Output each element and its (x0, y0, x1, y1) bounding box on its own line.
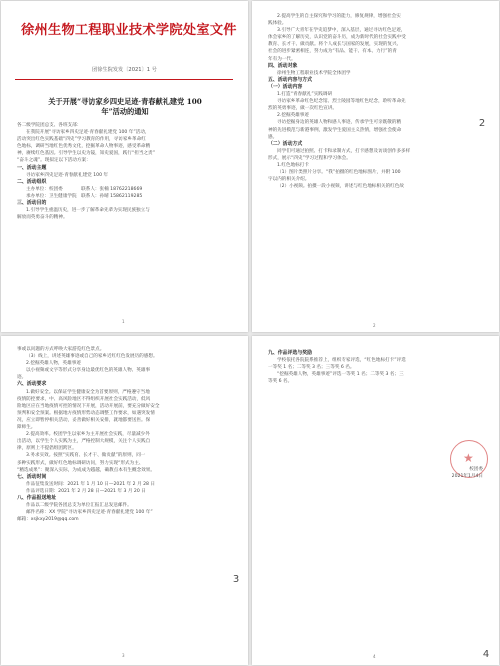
paragraph-line: 感。 (268, 134, 278, 140)
document-page-4 (252, 336, 499, 665)
page-number: 4 (373, 654, 376, 659)
paragraph-line: 寻访家乡四史足迹·青春献礼建党 100 年 (26, 172, 109, 178)
paragraph-line: “挖掘英雄人物，英雄事迹”评选一等奖 1 名；二等奖 3 名；三 (277, 372, 404, 378)
paragraph-line: 践体验。 (268, 21, 287, 27)
section-heading: 五、活动内容与方式 (268, 76, 313, 83)
red-divider-line (15, 79, 233, 80)
paragraph-line: 3.务求实效。按照“实践育、长才干、做贡献”的原则，同一 (26, 453, 146, 459)
paragraph-line: 律，原则上不提倡组团跨区。 (17, 446, 77, 452)
page-2-body (268, 13, 486, 190)
paragraph-line: 作品征集发送时间：2021 年 1 月 10 日—2021 年 2 月 28 日 (26, 481, 156, 487)
paragraph-line: 承办单位：卫生健康学院 联系人：孙晴 15862119285 (26, 193, 143, 199)
document-page-1 (1, 1, 248, 332)
signature-org: 校团委 (469, 467, 483, 472)
paragraph-line: 在我院开展“寻访家乡四史足迹·青春献礼建党 100 年”活动， (26, 130, 150, 136)
section-heading: 六、活动要求 (17, 381, 47, 388)
section-heading: （一）活动内容 (268, 83, 303, 90)
paragraph-line: 字以内的相关介绍。 (268, 177, 310, 183)
paragraph-line: 解放而英勇奋斗的精神。 (17, 215, 68, 221)
paragraph-line: 邮箱：xsjkxy2019@qq.com (17, 517, 79, 523)
paragraph-line: 多种实践形式，做好红色地标调研访问，努力实现“形式为主、 (17, 460, 144, 466)
paragraph-line: 形式，展示“四史”学习过程和学习体会。 (268, 155, 351, 161)
paragraph-line: 寻访家乡革命红色纪念馆、烈士陵园等地红色纪念，聆听革命先 (277, 99, 406, 105)
section-heading: （二）活动方式 (268, 140, 303, 147)
section-heading: 四、活动对象 (268, 62, 298, 69)
page-number: 1 (122, 319, 125, 324)
notice-title-line-1: 关于开展“寻访家乡四史足迹·青春献礼建党 100 (48, 97, 202, 106)
page-3-body (17, 346, 235, 523)
signature-date: 2021年1月4日 (451, 474, 483, 480)
section-heading: 一、活动主题 (17, 164, 47, 171)
paragraph-line: 2.提高学生的自主探究和学习的能力，修复规律，增强社会实 (277, 14, 401, 19)
paragraph-line: 神，赓续红色基因。引导学生以史为镜，知史爱国，践行“担当之责” (17, 151, 155, 157)
paragraph-line: 事或以问题的方式呼唤大家游览红色景点。 (17, 347, 105, 352)
paragraph-line: “精选成果”：聚深入实际，为成成为越越，确教点本有生概念效果。 (17, 467, 155, 473)
paragraph-line: 寻访挖掘身边的英雄人物和感人事迹，传承学生可亲既敬的精 (277, 120, 402, 126)
paragraph-line: 作品以二级学院各团总支为单位汇报汇总发送邮件。 (26, 503, 132, 509)
section-heading: 七、活动时间 (17, 473, 47, 480)
paragraph-line: 神的先进模范与新港事例，激发学生爱国主义热情，增强社会使命 (268, 127, 402, 133)
section-heading: 八、作品报送地址 (17, 494, 57, 501)
paragraph-line: 等奖 6 名。 (268, 379, 293, 385)
page-index-4: 4 (478, 647, 494, 663)
paragraph-line: 各二级学院团总支、各班支部： (17, 123, 82, 128)
paragraph-line: 1.做好安全。以保证学生健康安全为首要原则，严格遵守当地 (26, 389, 150, 395)
paragraph-line: 同学们可通过拍照、打卡和录制方式，打卡感想及访谈创作多多样 (277, 148, 411, 154)
document-number: 团徐生院发发〔2021〕1 号 (92, 67, 157, 73)
paragraph-line: （3）线上，讲述英雄事迹或自己的家乡近红红色发展历的感想。 (26, 354, 158, 360)
paragraph-line: 迹。 (17, 375, 27, 381)
paragraph-line: “奋斗之魂”。现拟定以下活动方案： (17, 158, 91, 164)
paragraph-line: 1.红色地标打卡 (277, 162, 309, 168)
page-1-body (17, 122, 235, 221)
paragraph-line: 以小视频或文字等形式分享身边最优红色的英雄人物、英雄事 (26, 368, 151, 374)
paragraph-line: 年有为一代。 (268, 56, 296, 62)
signature-block (452, 466, 483, 480)
paragraph-line: 预判和安全预案。根据地方疫情形势动态调整工作要求，如遇突发情 (17, 410, 155, 416)
paragraph-line: 主办单位：校团委 联系人：张楠 18762218669 (26, 186, 143, 192)
paragraph-line: 色地标，调研当地红色优秀文化，挖掘革命人物事迹，感受革命精 (17, 144, 151, 150)
paragraph-line: 徐州生物工程职业技术学院全体团学 (277, 70, 351, 76)
paragraph-line: 作品评选日期：2021 年 2 月 28 日—2021 年 3 月 20 日 (26, 488, 146, 494)
paragraph-line: 疫情防控要求，中、高风险地区不得组织开展社会实践活动，低风 (17, 396, 151, 402)
paragraph-line: 2.挖掘英雄事迹 (277, 113, 309, 119)
paragraph-line: 险地区应在当地疫情可控的情况下开展，活动开展前，要充分做好安全 (17, 403, 160, 409)
paragraph-line: （1）图片类照片分享。“我”拍摄的红色地标图片，并附 100 (277, 170, 401, 176)
paragraph-line: 2.挖掘英雄人物，英雄事迹 (26, 361, 81, 367)
paragraph-line: 1.引导学生重温历史，进一步了解革命先辈为实现民族独立与 (26, 208, 150, 214)
paragraph-line: 1.打造“青春献礼”实践调研 (277, 92, 333, 98)
paragraph-line: 出活动，以学生个人实践为主，严格控制大规模，关注个人实践自 (17, 439, 151, 445)
paragraph-line: 3.引导广大青年在学史追梦中，深入基层，通过寻访红色足迹， (277, 28, 406, 34)
paragraph-line: 2.提高效率。校团学生以家乡为主开展社会实践，尽量减少外 (26, 432, 150, 438)
paragraph-line: 教育、长才干、做贡献。将个人成长与国家的发展，实现的复兴、 (268, 42, 402, 48)
section-heading: 三、活动目的 (17, 200, 47, 207)
notice-title-line-2: 年”活动的通知 (101, 107, 149, 116)
paragraph-line: 邮件名称：XX 学院“寻访家乡四史足迹·青春献礼建党 100 年” (26, 510, 153, 516)
section-heading: 二、活动组织 (17, 178, 47, 185)
paragraph-line: 社会的进步紧密相连，努力成为“有品、能干、有本、力行”的青 (268, 49, 397, 55)
paragraph-line: 活动突出红色实践基础“四史”学习教育的作用，寻访家乡革命红 (17, 137, 146, 143)
paragraph-line: 一等奖 1 名；二等奖 3 名；三等奖 6 名。 (268, 365, 355, 371)
page-4-body (268, 350, 486, 385)
section-heading: 九、作品评选与奖励 (268, 350, 313, 356)
paragraph-line: 障师生。 (17, 425, 36, 431)
paragraph-line: 学校依托各院院系推荐上，组织专家评选，“红色地标打卡”评选 (277, 358, 406, 364)
page-number: 2 (373, 323, 376, 328)
paragraph-line: 况，应立即暂停相关活动，妥善做好相关安排，就地都要送医。保 (17, 417, 151, 423)
page-index-3: 3 (228, 572, 244, 588)
document-page-3 (1, 336, 248, 665)
notice-title (15, 97, 235, 117)
paragraph-line: 体会家乡的了解历史，认识党的奋斗历，成为新时代的社会实践中受 (268, 35, 406, 41)
document-header-title: 徐州生物工程职业技术学院处室文件 (21, 23, 237, 38)
document-page-2 (252, 1, 499, 332)
paragraph-line: 烈的英勇事迹，做一次红色宣讲。 (268, 106, 337, 112)
paragraph-line: （2）小视频。拍摄一段小视频，讲述与红色地标相关的红色故 (277, 184, 404, 190)
page-index-2: 2 (474, 116, 490, 132)
page-number: 3 (122, 653, 125, 658)
